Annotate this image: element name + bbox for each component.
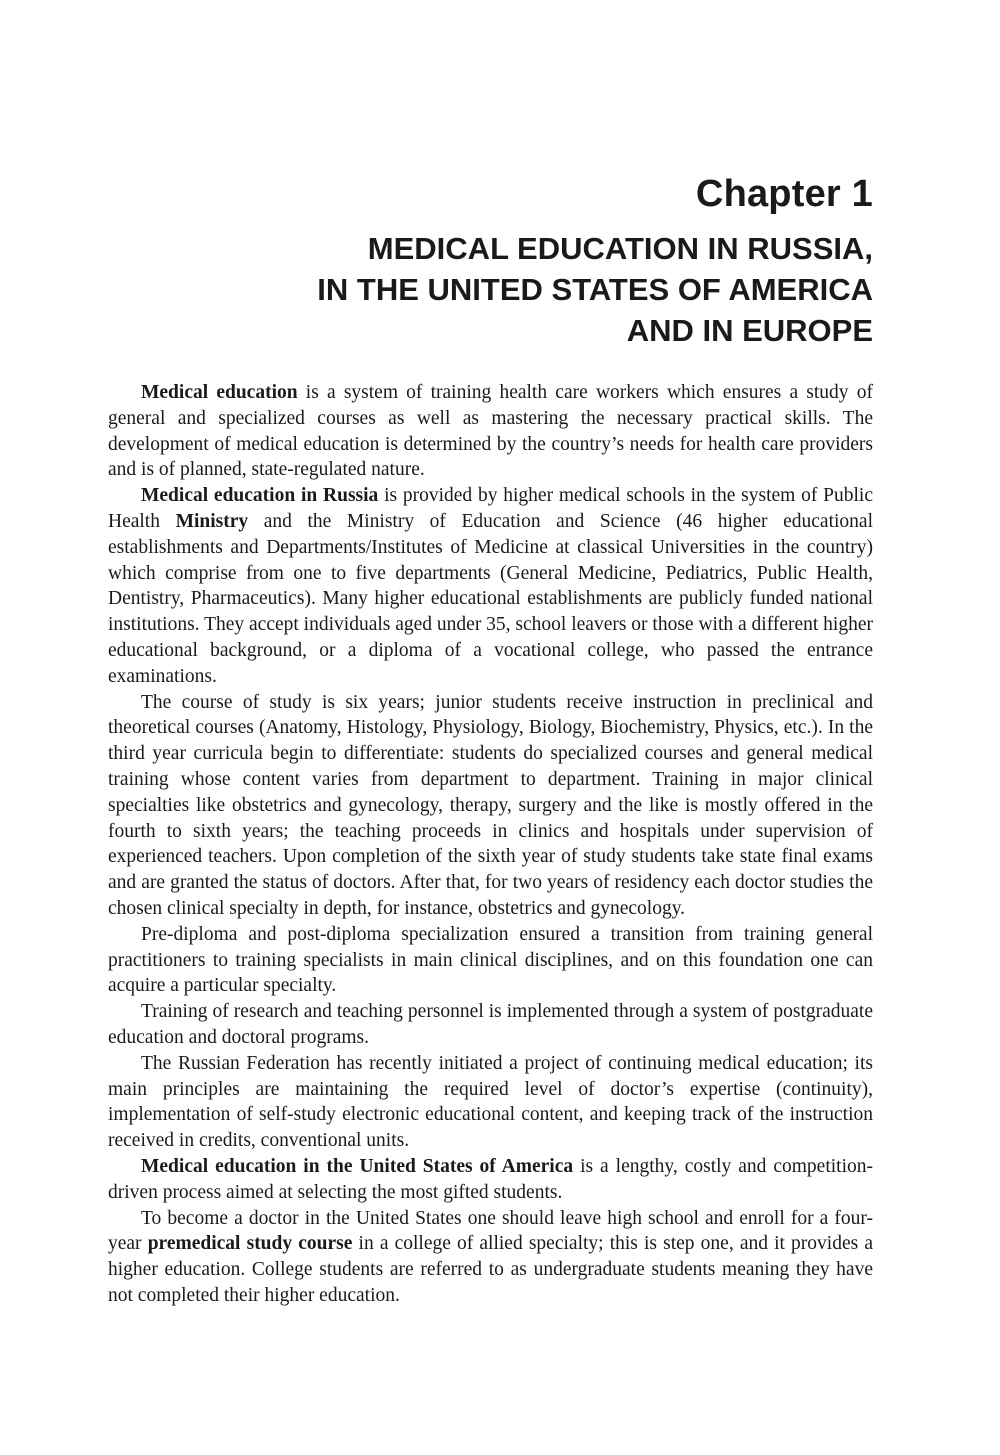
chapter-title [108, 228, 873, 351]
paragraph [108, 922, 873, 999]
paragraph-text: in a college of allied specialty; this is step one, and it provides a higher education. College students are referred to as undergraduate students meaning they have not completed their higher education. [108, 1233, 873, 1306]
paragraph [108, 380, 873, 483]
paragraph-text: The course of study is six years; junior students receive instruction in preclinical and theoretical courses (Anatomy, Histology, Physiology, Biology, Biochemistry, Physics, etc.). In the third year curricula begin to differentiate: students do specialized courses and general medical training whose content varies from department to department. Training in major clinical specialties like obstetrics and gynecology, therapy, surgery and the like is mostly offered in the fourth to sixth years; the teaching proceeds in clinics and hospitals under supervision of experienced teachers. Upon completion of the sixth year of study students take state final exams and are granted the status of doctors. After that, for two years of residency each doctor studies the chosen clinical specialty in depth, for instance, obstetrics and gynecology. [108, 691, 873, 919]
chapter-title-line: AND IN EUROPE [626, 313, 873, 348]
paragraph [108, 999, 873, 1051]
paragraph-text: is a system of training health care workers which ensures a study of general and specialized courses as well as mastering the necessary practical skills. The development of medical education is determined by the country’s needs for health care providers and is of planned, state-regulated nature. [108, 382, 873, 481]
paragraph [108, 690, 873, 922]
paragraph [108, 1206, 873, 1309]
paragraph-text: Training of research and teaching personnel is implemented through a system of postgraduate education and doctoral programs. [108, 1001, 873, 1048]
bold-term: Medical education [141, 382, 298, 403]
chapter-title-line: IN THE UNITED STATES OF AMERICA [317, 272, 873, 307]
paragraph-text: Pre-diploma and post-diploma specialization ensured a transition from training general practitioners to training specialists in main clinical disciplines, and on this foundation one can acquire a particular specialty. [108, 923, 873, 997]
body-text [108, 380, 873, 1309]
paragraph [108, 483, 873, 689]
paragraph-text: is provided by higher medical schools in the system of Public Health [108, 485, 873, 532]
chapter-title-line: MEDICAL EDUCATION IN RUSSIA, [367, 231, 873, 266]
paragraph-text: and the Ministry of Education and Science (46 higher educational establishments and Departments/Institutes of Medicine at classical Universities in the country) which comprise from one to five departments (General Medicine, Pediatrics, Public Health, Dentistry, Pharmaceutics). Many higher educational establishments are publicly funded national institutions. They accept individuals aged under 35, school leavers or those with a different higher educational background, or a diploma of a vocational college, who passed the entrance examinations. [108, 510, 874, 687]
chapter-label: Chapter 1 [695, 173, 873, 215]
bold-term: Medical education in Russia [141, 485, 379, 507]
bold-term: Ministry [175, 510, 249, 532]
bold-term: premedical study course [147, 1233, 353, 1255]
bold-term: Medical education in the United States of America [141, 1155, 574, 1177]
paragraph-text: The Russian Federation has recently initiated a project of continuing medical education; its main principles are maintaining the required level of doctor’s expertise (continuity), implementation of self-study electronic educational content, and keeping track of the instruction received in credits, conventional units. [108, 1052, 873, 1152]
paragraph-text: To become a doctor in the United States one should leave high school and enroll for a four-year [108, 1207, 873, 1255]
paragraph-text: is a lengthy, costly and competition-driven process aimed at selecting the most gifted students. [108, 1155, 874, 1203]
paragraph [108, 1051, 873, 1154]
document-page [108, 0, 873, 1455]
paragraph [108, 1154, 873, 1206]
